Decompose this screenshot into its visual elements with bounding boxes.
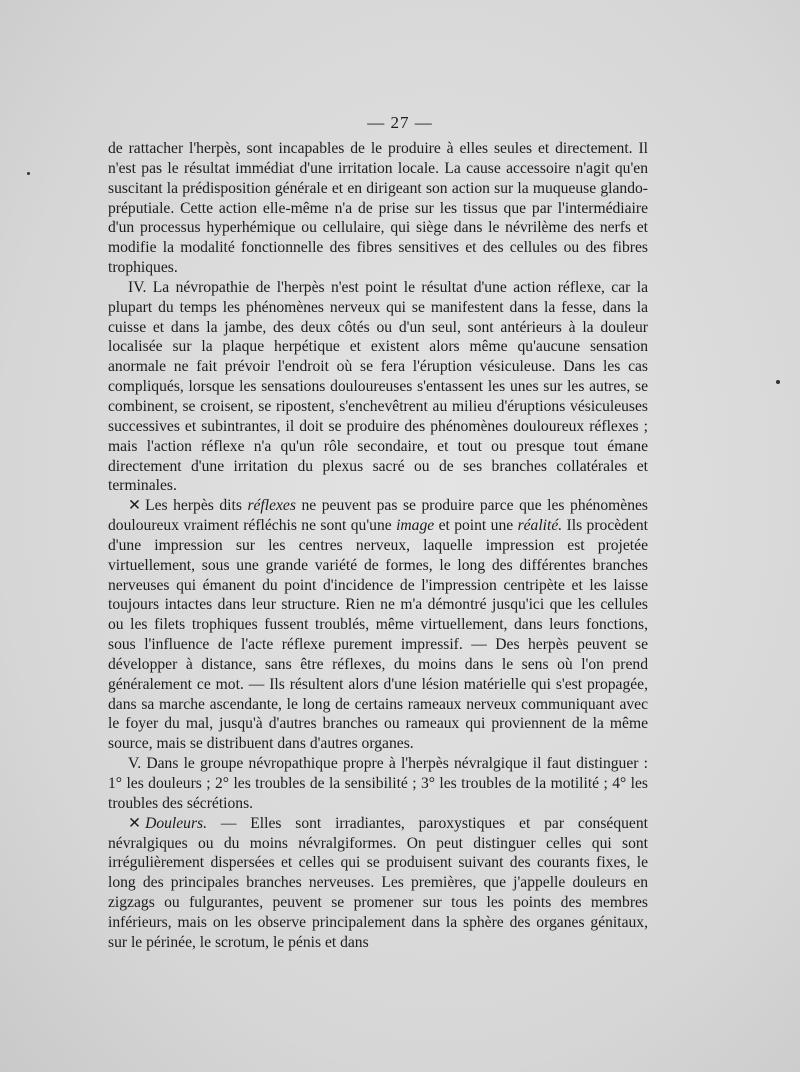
body-text [108, 139, 648, 953]
paragraph-4: V. Dans le groupe névropathique propre à l'herpès névralgique il faut distinguer : 1° les douleurs ; 2° les troubles de la sensibilité ; 3° les troubles de la motilité ; 4° les troubles des sécrétions. [108, 755, 648, 812]
emphasis-realite: réalité. [517, 517, 563, 535]
paragraph-5 [108, 814, 648, 953]
section-heading-douleurs: Douleurs. [145, 814, 208, 832]
paragraph-2: IV. La névropathie de l'herpès n'est point le résultat d'une action réflexe, car la plupart du temps les phénomènes nerveux qui se manifestent dans la fesse, dans la cuisse et dans la jambe, des deux côtés ou d'un seul, sont antérieurs à la douleur localisée sur la plaque herpétique et existent alors même qu'aucune sensation anormale ne fait prévoir l'endroit où se fera l'éruption vésiculeuse. Dans les cas compliqués, lorsque les sensations douloureuses s'entassent les unes sur les autres, se combinent, se croisent, se ripostent, s'enchevêtrent au milieu d'éruptions vésiculeuses successives et subintrantes, il doit se produire des phénomènes douloureux réflexes ; mais l'action réflexe n'a qu'un rôle secondaire, et tout ou presque tout émane directement d'une irritation du plexus sacré ou de ses branches collatérales et terminales. [108, 278, 648, 495]
print-speck [776, 380, 780, 384]
paragraph-3 [108, 496, 648, 754]
paragraph-5-text: — Elles sont irradiantes, paroxystiques et par conséquent névralgiques ou du moins névralgiformes. On peut distinguer celles qui sont irrégulièrement dispersées et celles qui se produisent suivant des courants fixes, le long des principales branches nerveuses. Les premières, que j'appelle douleurs en zigzags ou fulgurantes, peuvent se promener sur tous les points des membres inférieurs, mais on les observe principalement dans la sphère des organes génitaux, sur le périnée, le scrotum, le pénis et dans [108, 814, 648, 951]
asterisk-marker: ✕ [128, 814, 142, 832]
paragraph-3-text-1: Les herpès dits [145, 497, 248, 515]
paragraph-3-text-3: et point une [434, 517, 518, 535]
emphasis-image: image [396, 517, 435, 535]
paragraph-1: de rattacher l'herpès, sont incapables de le produire à elles seules et directement. Il n'est pas le résultat immédiat d'une irritation locale. La cause accessoire n'agit qu'en suscitant la prédisposition générale et en dirigeant son action sur la muqueuse glando-préputiale. Cette action elle-même n'a de prise sur les tissus que par l'intermédiaire d'un processus hyperhémique ou cellulaire, qui siège dans le névrilème des nerfs et modifie la modalité fonctionnelle des fibres sensitives et des cellules ou des fibres trophiques. [108, 140, 648, 277]
page-number: — 27 — [367, 113, 433, 132]
print-speck [27, 172, 30, 175]
paragraph-3-text-4: Ils procèdent d'une impression sur les centres nerveux, laquelle impression est projetée virtuellement, sous une grande variété de formes, le long des différentes branches nerveuses qui émanent du point d'incidence de l'impression centripète et les laisse toujours intactes dans leur structure. Rien ne m'a démontré jusqu'ici que les cellules ou les filets trophiques fussent troublés, même virtuellement, dans leurs fonctions, sous l'influence de l'acte réflexe purement impressif. — Des herpès peuvent se développer à distance, sans être réflexes, du moins dans le sens où l'on prend généralement ce mot. — Ils résultent alors d'une lésion matérielle qui s'est propagée, dans sa marche ascendante, le long de certains rameaux nerveux communiquant avec le foyer du mal, jusqu'à d'autres branches ou rameaux qui proviennent de la même source, mais se distribuent dans d'autres organes. [108, 517, 649, 753]
emphasis-reflexes: réflexes [247, 497, 296, 515]
asterisk-marker: ✕ [128, 497, 142, 515]
paragraph-3-text-2: ne peuvent pas se produire parce que les phénomènes douloureux vraiment réfléchis ne sont qu'une [108, 497, 648, 535]
